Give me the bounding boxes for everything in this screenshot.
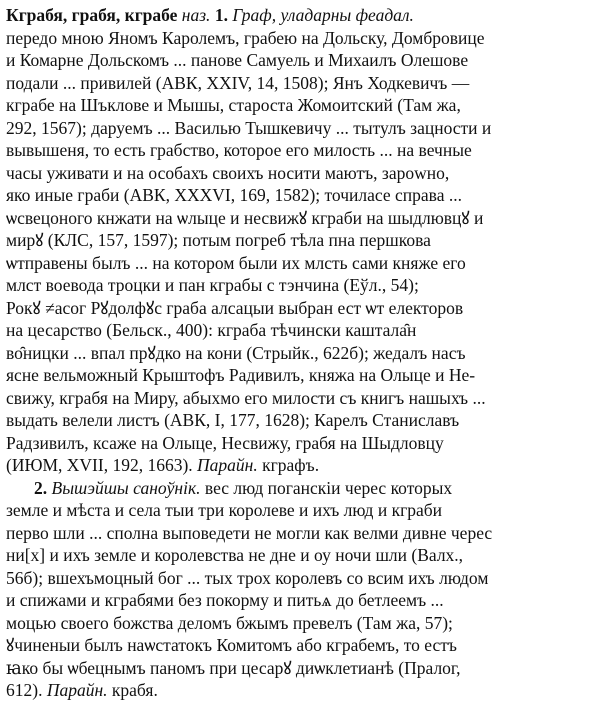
citation-line: вывышеня, то есть грабство, которое его милость ... на вечные: [6, 140, 472, 160]
citation-line: и спижами и кграбями без покорму и питьѧ до бетлеемъ ...: [6, 590, 444, 610]
entry-header-line: [6, 4, 599, 27]
citation-line: подали ... привилей (АВК, XXIV, 14, 1508); Янъ Ходкевичъ —: [6, 72, 470, 93]
citation-line: на цесарство (Бельск., 400): кграба тѣчински каштала̑н: [6, 320, 417, 340]
citation-line: ꙋчиненыи былъ наѡстатокъ Комитомъ або кграбемъ, то естъ: [6, 635, 457, 655]
citation-line: мирꙋ (КЛС, 157, 1597); потым погреб тѣла пна першкова: [6, 230, 431, 250]
sense-2-definition: Вышэйшы саноўнік.: [51, 477, 201, 498]
part-of-speech: наз.: [181, 5, 211, 25]
citation-line: передо мною Яномъ Каролемъ, грабею на Дольску, Домбровице: [6, 27, 485, 48]
citation-line: ѡтправены былъ ... на котором были их млсть сами княже его: [6, 252, 466, 273]
sense-2-header-line: [6, 477, 599, 500]
citation-line: 292, 1567); даруемъ ... Василью Тышкевичу ... тытулъ зацности и: [6, 117, 492, 138]
citation-line: моцью своего божства деломъ бжымъ превелъ (Там жа, 57);: [6, 612, 453, 633]
sense-1-number: 1.: [214, 5, 228, 25]
citation-line: во̑ницки ... впал прꙋдко на кони (Стрыйк., 622б); жедалъ насъ: [6, 342, 466, 363]
citation-text: вес люд поганскіи черес которых: [204, 477, 453, 498]
citation-line: млст воевода троцки и пан кграбы с тэнчина (Еўл., 54);: [6, 275, 419, 295]
citation-line: Радзивилъ, ксаже на Олыце, Несвижу, грабя на Шыдловцу: [6, 432, 444, 453]
sense-1-definition: Граф, уладарны феадал.: [232, 5, 414, 25]
citation-line-last: [6, 454, 599, 477]
headword: Кграбя, грабя, кграбе: [6, 5, 178, 25]
sense-2-number: 2.: [34, 477, 48, 498]
citation-line: земле и мѣста и села тыи три королеве и ихъ люд и кграби: [6, 500, 443, 520]
citation-line: Рокꙋ ≠асог Рꙋдолфꙋс граба алсацыи выбран ест ѡт електоров: [6, 297, 464, 318]
citation-line-last: [6, 679, 599, 702]
citation-text: 612).: [6, 680, 43, 700]
citation-line: часы уживати и на особахъ своихъ носити маютъ, зарowно,: [6, 162, 450, 183]
dictionary-entry: [6, 4, 599, 702]
parallel-word: крабя.: [111, 680, 158, 700]
citation-line: 56б); вшехъмоцный бог ... тых трох королевъ со всим ихъ людом: [6, 567, 489, 588]
citation-line: перво шли ... сполна выповедети не могли как велми дивне черес: [6, 522, 493, 543]
citation-line: и Комарне Дольскомъ ... панове Самуель и Михаилъ Олешове: [6, 50, 469, 70]
citation-line: ꙗко бы ѡбецнымъ паномъ при цесарꙋ диѡклетианѣ (Пралог,: [6, 657, 461, 678]
citation-line: ясне вельможный Крыштофъ Радивилъ, княжа на Олыце и Не-: [6, 365, 476, 385]
citation-line: свижу, кграбя на Миру, абыхмо его милости съ книгъ нашыхъ ...: [6, 387, 486, 408]
citation-line: яко иные граби (АВК, XXXVI, 169, 1582); точиласе справа ...: [6, 185, 462, 205]
parallel-label: Парайн.: [46, 680, 108, 700]
citation-line: ѡсвецоного кнжати на ѡлыце и несвижꙋ кграби на шыдлювцꙋ и: [6, 207, 484, 228]
citation-text: (ИЮМ, XVII, 192, 1663).: [6, 455, 193, 475]
parallel-word: кграфъ.: [262, 455, 320, 475]
citation-line: кграбе на Шъклове и Мышы, староста Жомоитский (Там жа,: [6, 95, 461, 115]
citation-line: выдать велели листъ (АВК, I, 177, 1628); Карелъ Станиславъ: [6, 410, 460, 430]
parallel-label: Парайн.: [197, 455, 258, 475]
citation-line: ни[х] и ихъ земле и королевства не дне и оу ночи шли (Валх.,: [6, 545, 464, 565]
